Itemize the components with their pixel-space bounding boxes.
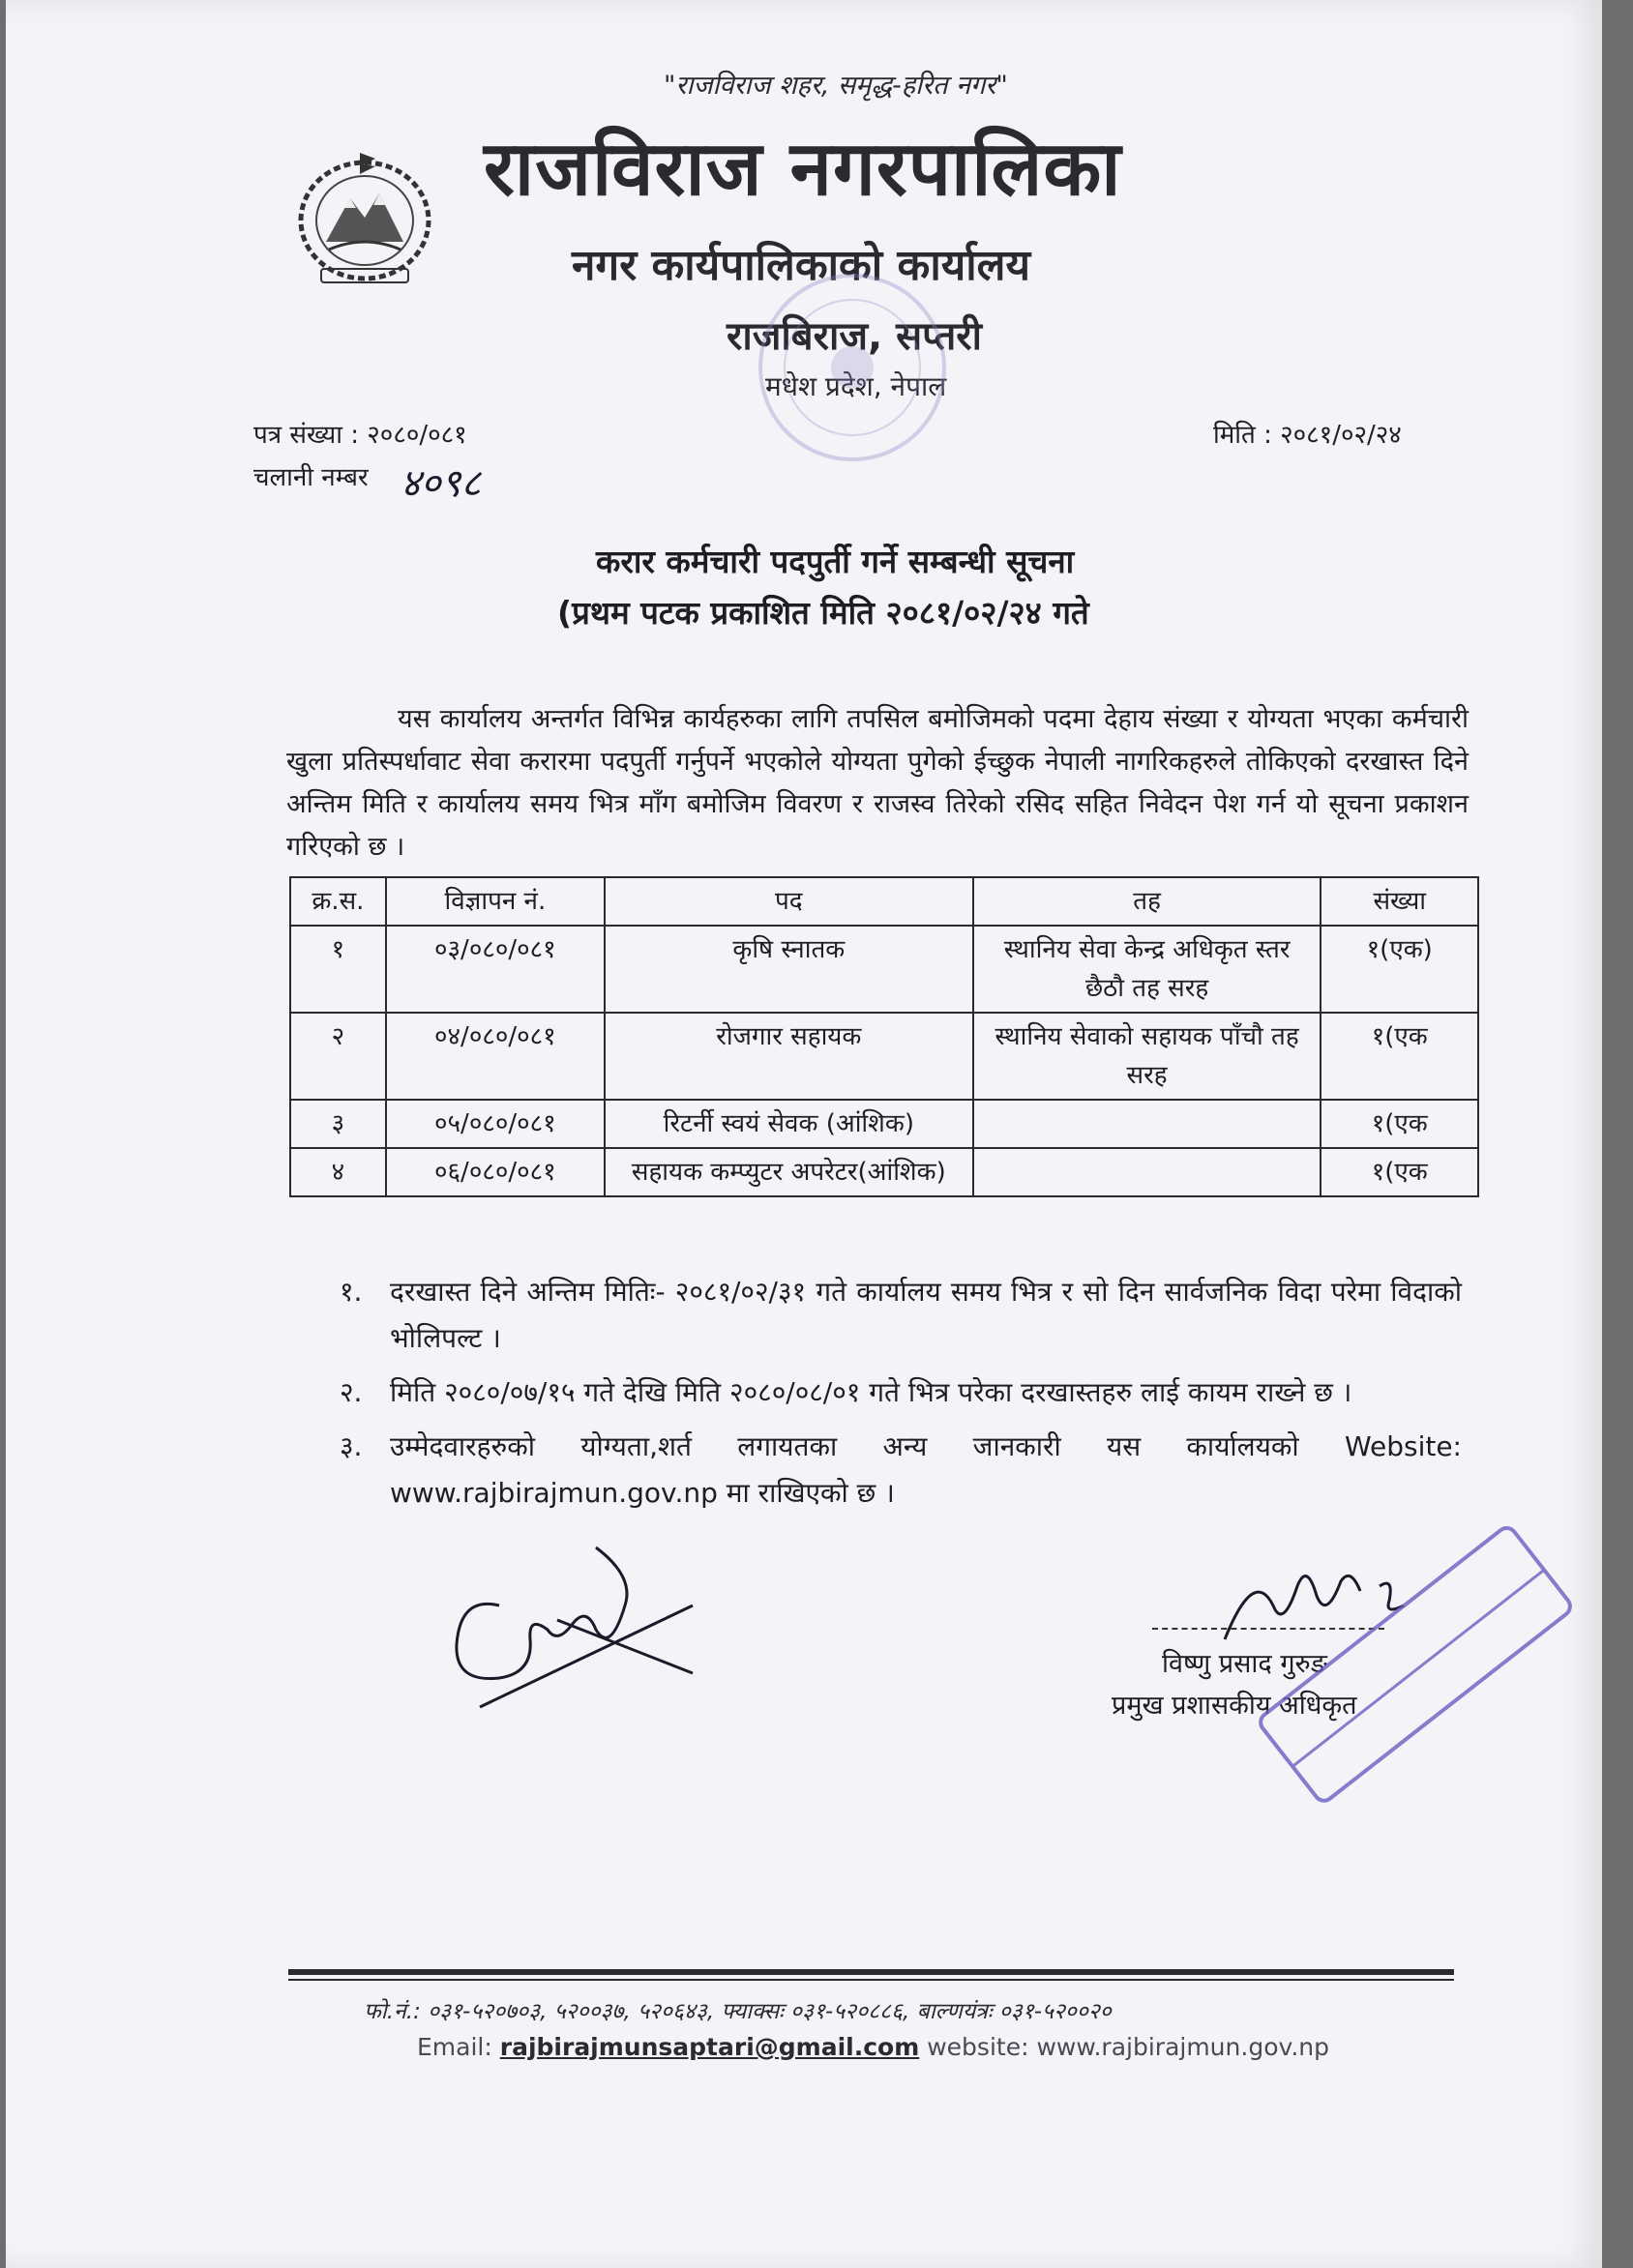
- email-label: Email:: [417, 2033, 492, 2061]
- cell-sn: २: [290, 1013, 386, 1100]
- cell-ad-no: ०४/०८०/०८१: [386, 1013, 605, 1100]
- list-item-number: १.: [340, 1276, 363, 1308]
- official-name-stamp: [1234, 1509, 1583, 1818]
- cell-level: [973, 1100, 1321, 1148]
- cell-sn: ३: [290, 1100, 386, 1148]
- notice-subtitle: (प्रथम पटक प्रकाशित मिति २०८१/०२/२४ गते: [557, 594, 1089, 632]
- signer-title: प्रमुख प्रशासकीय अधिकृत: [1112, 1691, 1357, 1721]
- list-item-number: ३.: [340, 1430, 363, 1462]
- document-page: [6, 0, 1602, 2268]
- letter-date: मिति : २०८१/०२/२४: [1213, 421, 1402, 450]
- cell-ad-no: ०६/०८०/०८१: [386, 1148, 605, 1196]
- conditions-list: [340, 1269, 1462, 1524]
- notice-body: यस कार्यालय अन्तर्गत विभिन्न कार्यहरुका लागि तपसिल बमोजिमको पदमा देहाय संख्या र योग्यता भएका कर्मचारी खुला प्रतिस्पर्धावाट सेवा करारमा पदपुर्ती गर्नुपर्ने भएकोले योग्यता पुगेको ईच्छुक नेपाली नागरिकहरुले तोकिएको दरखास्त दिने अन्तिम मिति र कार्यालय समय भित्र माँग बमोजिम विवरण र राजस्व तिरेको रसिद सहित निवेदन पेश गर्न यो सूचना प्रकाशन गरिएको छ ।: [286, 704, 1469, 862]
- cell-level: [973, 1148, 1321, 1196]
- table-row: [290, 1013, 1478, 1100]
- footer-phone-numbers: फो.नं.: ०३१-५२०७०३, ५२००३७, ५२०६४३, फ्याक्सः ०३१-५२०८८६, बाल्णयंत्रः ०३१-५२००२०: [364, 1999, 1112, 2024]
- footer-divider: [288, 1969, 1454, 1975]
- list-item: [340, 1370, 1462, 1416]
- cell-count: १(एक): [1321, 926, 1478, 1013]
- office-name: नगर कार्यपालिकाको कार्यालय: [572, 241, 1030, 290]
- left-signature: [441, 1538, 712, 1731]
- list-item-text: मिति २०८०/०७/१५ गते देखि मिति २०८०/०८/०१ गते भित्र परेका दरखास्तहरु लाई कायम राख्ने छ ।: [390, 1376, 1352, 1408]
- cell-post: कृषि स्नातक: [605, 926, 973, 1013]
- cell-post: रिटर्नी स्वयं सेवक (आंशिक): [605, 1100, 973, 1148]
- list-item: [340, 1424, 1462, 1517]
- list-item-text: उम्मेदवारहरुको योग्यता,शर्त लगायतका अन्य जानकारी यस कार्यालयको Website: www.rajbirajmun.gov.np मा राखिएको छ ।: [390, 1430, 1462, 1509]
- column-header-level: तह: [973, 877, 1321, 926]
- cell-level: स्थानिय सेवा केन्द्र अधिकृत स्तर छैठौ तह सरह: [973, 926, 1321, 1013]
- table-header-row: [290, 877, 1478, 926]
- cell-level: स्थानिय सेवाको सहायक पाँचौ तह सरह: [973, 1013, 1321, 1100]
- organization-name: राजविराज नगरपालिका: [484, 126, 1122, 213]
- cell-post: सहायक कम्प्युटर अपरेटर(आंशिक): [605, 1148, 973, 1196]
- table-row: [290, 1100, 1478, 1148]
- cell-sn: ४: [290, 1148, 386, 1196]
- vacancy-table: [289, 876, 1479, 1197]
- list-item-text: दरखास्त दिने अन्तिम मितिः- २०८१/०२/३१ गते कार्यालय समय भित्र र सो दिन सार्वजनिक विदा परेमा विदाको भोलिपल्ट ।: [390, 1276, 1462, 1354]
- municipal-emblem-icon: [282, 145, 447, 290]
- notice-title: करार कर्मचारी पदपुर्ती गर्ने सम्बन्धी सूचना: [596, 543, 1075, 580]
- cell-post: रोजगार सहायक: [605, 1013, 973, 1100]
- cell-ad-no: ०५/०८०/०८१: [386, 1100, 605, 1148]
- list-item: [340, 1269, 1462, 1362]
- column-header-ad-no: विज्ञापन नं.: [386, 877, 605, 926]
- email-link[interactable]: rajbirajmunsaptari@gmail.com: [499, 2033, 920, 2061]
- city-name: राजबिराज, सप्तरी: [727, 314, 983, 359]
- letter-number: पत्र संख्या : २०८०/०८१: [253, 421, 467, 450]
- dispatch-number-label: चलानी नम्बर: [253, 463, 369, 492]
- province-name: मधेश प्रदेश, नेपाल: [765, 370, 947, 402]
- website-text: website: www.rajbirajmun.gov.np: [927, 2033, 1330, 2061]
- column-header-sn: क्र.स.: [290, 877, 386, 926]
- table-row: [290, 926, 1478, 1013]
- column-header-post: पद: [605, 877, 973, 926]
- signer-name: विष्णु प्रसाद गुरुङ: [1162, 1649, 1327, 1679]
- footer-contact: [417, 2033, 1329, 2061]
- cell-count: १(एक: [1321, 1148, 1478, 1196]
- list-item-number: २.: [340, 1376, 363, 1408]
- municipal-tagline: "राजविराज शहर, समृद्ध-हरित नगर": [664, 71, 1008, 101]
- dispatch-number-handwritten: ४०९८: [401, 461, 482, 506]
- table-row: [290, 1148, 1478, 1196]
- office-seal-stamp: [741, 251, 964, 493]
- footer-divider-thin: [288, 1979, 1454, 1981]
- cell-sn: १: [290, 926, 386, 1013]
- column-header-count: संख्या: [1321, 877, 1478, 926]
- cell-ad-no: ०३/०८०/०८१: [386, 926, 605, 1013]
- cell-count: १(एक: [1321, 1100, 1478, 1148]
- cell-count: १(एक: [1321, 1013, 1478, 1100]
